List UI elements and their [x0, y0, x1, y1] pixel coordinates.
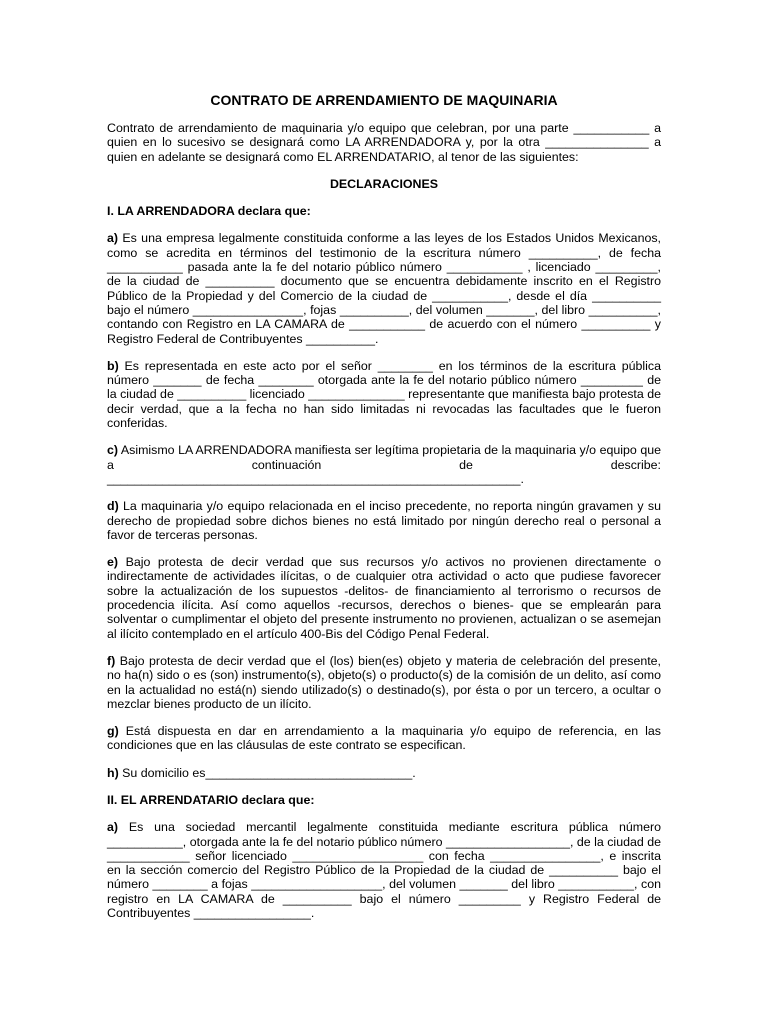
paragraph-letter: g)	[107, 724, 119, 739]
document-page	[107, 92, 661, 933]
paragraph-1g	[107, 724, 661, 753]
paragraph-text: Es una empresa legalmente constituida conforme a las leyes de los Estados Unidos Mexicanos, como se acredita en términos del testimonio de la escritura número __________, de fecha ___________ pasada ante la fe del notario público número ___________ , licenciado _________, de la ciudad de __________ documento que se encuentra debidamente inscrito en el Registro Público de la Propiedad y del Comercio de la ciudad de ___________, desde el día __________ bajo el número ________________, fojas __________, del volumen _______, del libro __________, contando con Registro en LA CAMARA de ___________ de acuerdo con el número __________ y Registro Federal de Contribuyentes __________.	[107, 231, 661, 346]
paragraph-text: Es una sociedad mercantil legalmente constituida mediante escritura pública número ___________, otorgada ante la fe del notario público número __________________, de la ciudad de ____________ señor licenciado ___________________ con fecha ________________, e inscrita en la sección comercio del Registro Público de la Propiedad de la ciudad de __________ bajo el número ________ a fojas ___________________, del volumen _______ del libro ___________, con registro en LA CAMARA de __________ bajo el número _________ y Registro Federal de Contribuyentes _________________.	[107, 820, 661, 921]
section-1-heading: I. LA ARRENDADORA declara que:	[107, 204, 311, 219]
paragraph-text: Su domicilio es______________________________.	[118, 765, 416, 780]
paragraph-text: Está dispuesta en dar en arrendamiento a la maquinaria y/o equipo de referencia, en las condiciones que en las cláusulas de este contrato se especifican.	[107, 724, 661, 753]
paragraph-letter: a)	[107, 820, 119, 835]
paragraph-letter: b)	[107, 358, 119, 373]
paragraph-text: Es representada en este acto por el señor ________ en los términos de la escritura pública número _______ de fecha ________ otorgada ante la fe del notario público número _________ de la ciudad de __________ licenciado ______________ representante que manifiesta bajo protesta de decir verdad, que a la fecha no han sido limitadas ni revocadas las facultades que le fueron conferidas.	[107, 358, 661, 431]
paragraph-letter: a)	[107, 231, 119, 246]
paragraph-letter: h)	[107, 765, 119, 780]
paragraph-1b	[107, 359, 661, 430]
paragraph-letter: d)	[107, 499, 119, 514]
paragraph-1e	[107, 555, 661, 641]
paragraph-1h	[107, 766, 661, 780]
paragraph-letter: e)	[107, 555, 119, 570]
paragraph-1d	[107, 499, 661, 542]
paragraph-text: Bajo protesta de decir verdad que sus recursos y/o activos no provienen directamente o indirectamente de actividades ilícitas, o de cualquier otra actividad o acto que pudiese favorecer sobre la actualización de los supuestos -delitos- de financiamiento al terrorismo o recursos de procedencia ilícita. Así como aquellos -recursos, derechos o bienes- que se emplearán para solventar o cumplimentar el objeto del presente instrumento no provienen, actualizan o se asemejan al ilícito contemplado en el artículo 400-Bis del Código Penal Federal.	[107, 555, 661, 641]
intro-paragraph: Contrato de arrendamiento de maquinaria y/o equipo que celebran, por una parte ___________ a quien en lo sucesivo se designará como LA ARRENDADORA y, por la otra _______________ a quien en adelante se designará como EL ARRENDATARIO, al tenor de las siguientes:	[107, 121, 661, 164]
declaraciones-heading: DECLARACIONES	[329, 176, 439, 191]
paragraph-letter: c)	[107, 443, 119, 458]
paragraph-letter: f)	[107, 653, 116, 668]
paragraph-text: Asimismo LA ARRENDADORA manifiesta ser legítima propietaria de la maquinaria y/o equipo que a continuación de describe: ____________________________________________________________.	[107, 443, 661, 486]
document-title: CONTRATO DE ARRENDAMIENTO DE MAQUINARIA	[210, 92, 558, 108]
section-2-heading: II. EL ARRENDATARIO declara que:	[107, 792, 315, 807]
paragraph-text: La maquinaria y/o equipo relacionada en el inciso precedente, no reporta ningún gravamen y su derecho de propiedad sobre dichos bienes no está limitado por ningún derecho real o personal a favor de terceras personas.	[107, 499, 661, 542]
paragraph-1f	[107, 654, 661, 711]
paragraph-1a	[107, 231, 661, 345]
paragraph-1c	[107, 443, 661, 486]
paragraph-text: Bajo protesta de decir verdad que el (los) bien(es) objeto y materia de celebración del presente, no ha(n) sido o es (son) instrumento(s), objeto(s) o producto(s) de la comisión de un delito, así como en la actualidad no está(n) siendo utilizado(s) o destinado(s), por ésta o por un tercero, a ocultar o mezclar bienes producto de un ilícito.	[107, 653, 661, 711]
paragraph-2a	[107, 820, 661, 920]
